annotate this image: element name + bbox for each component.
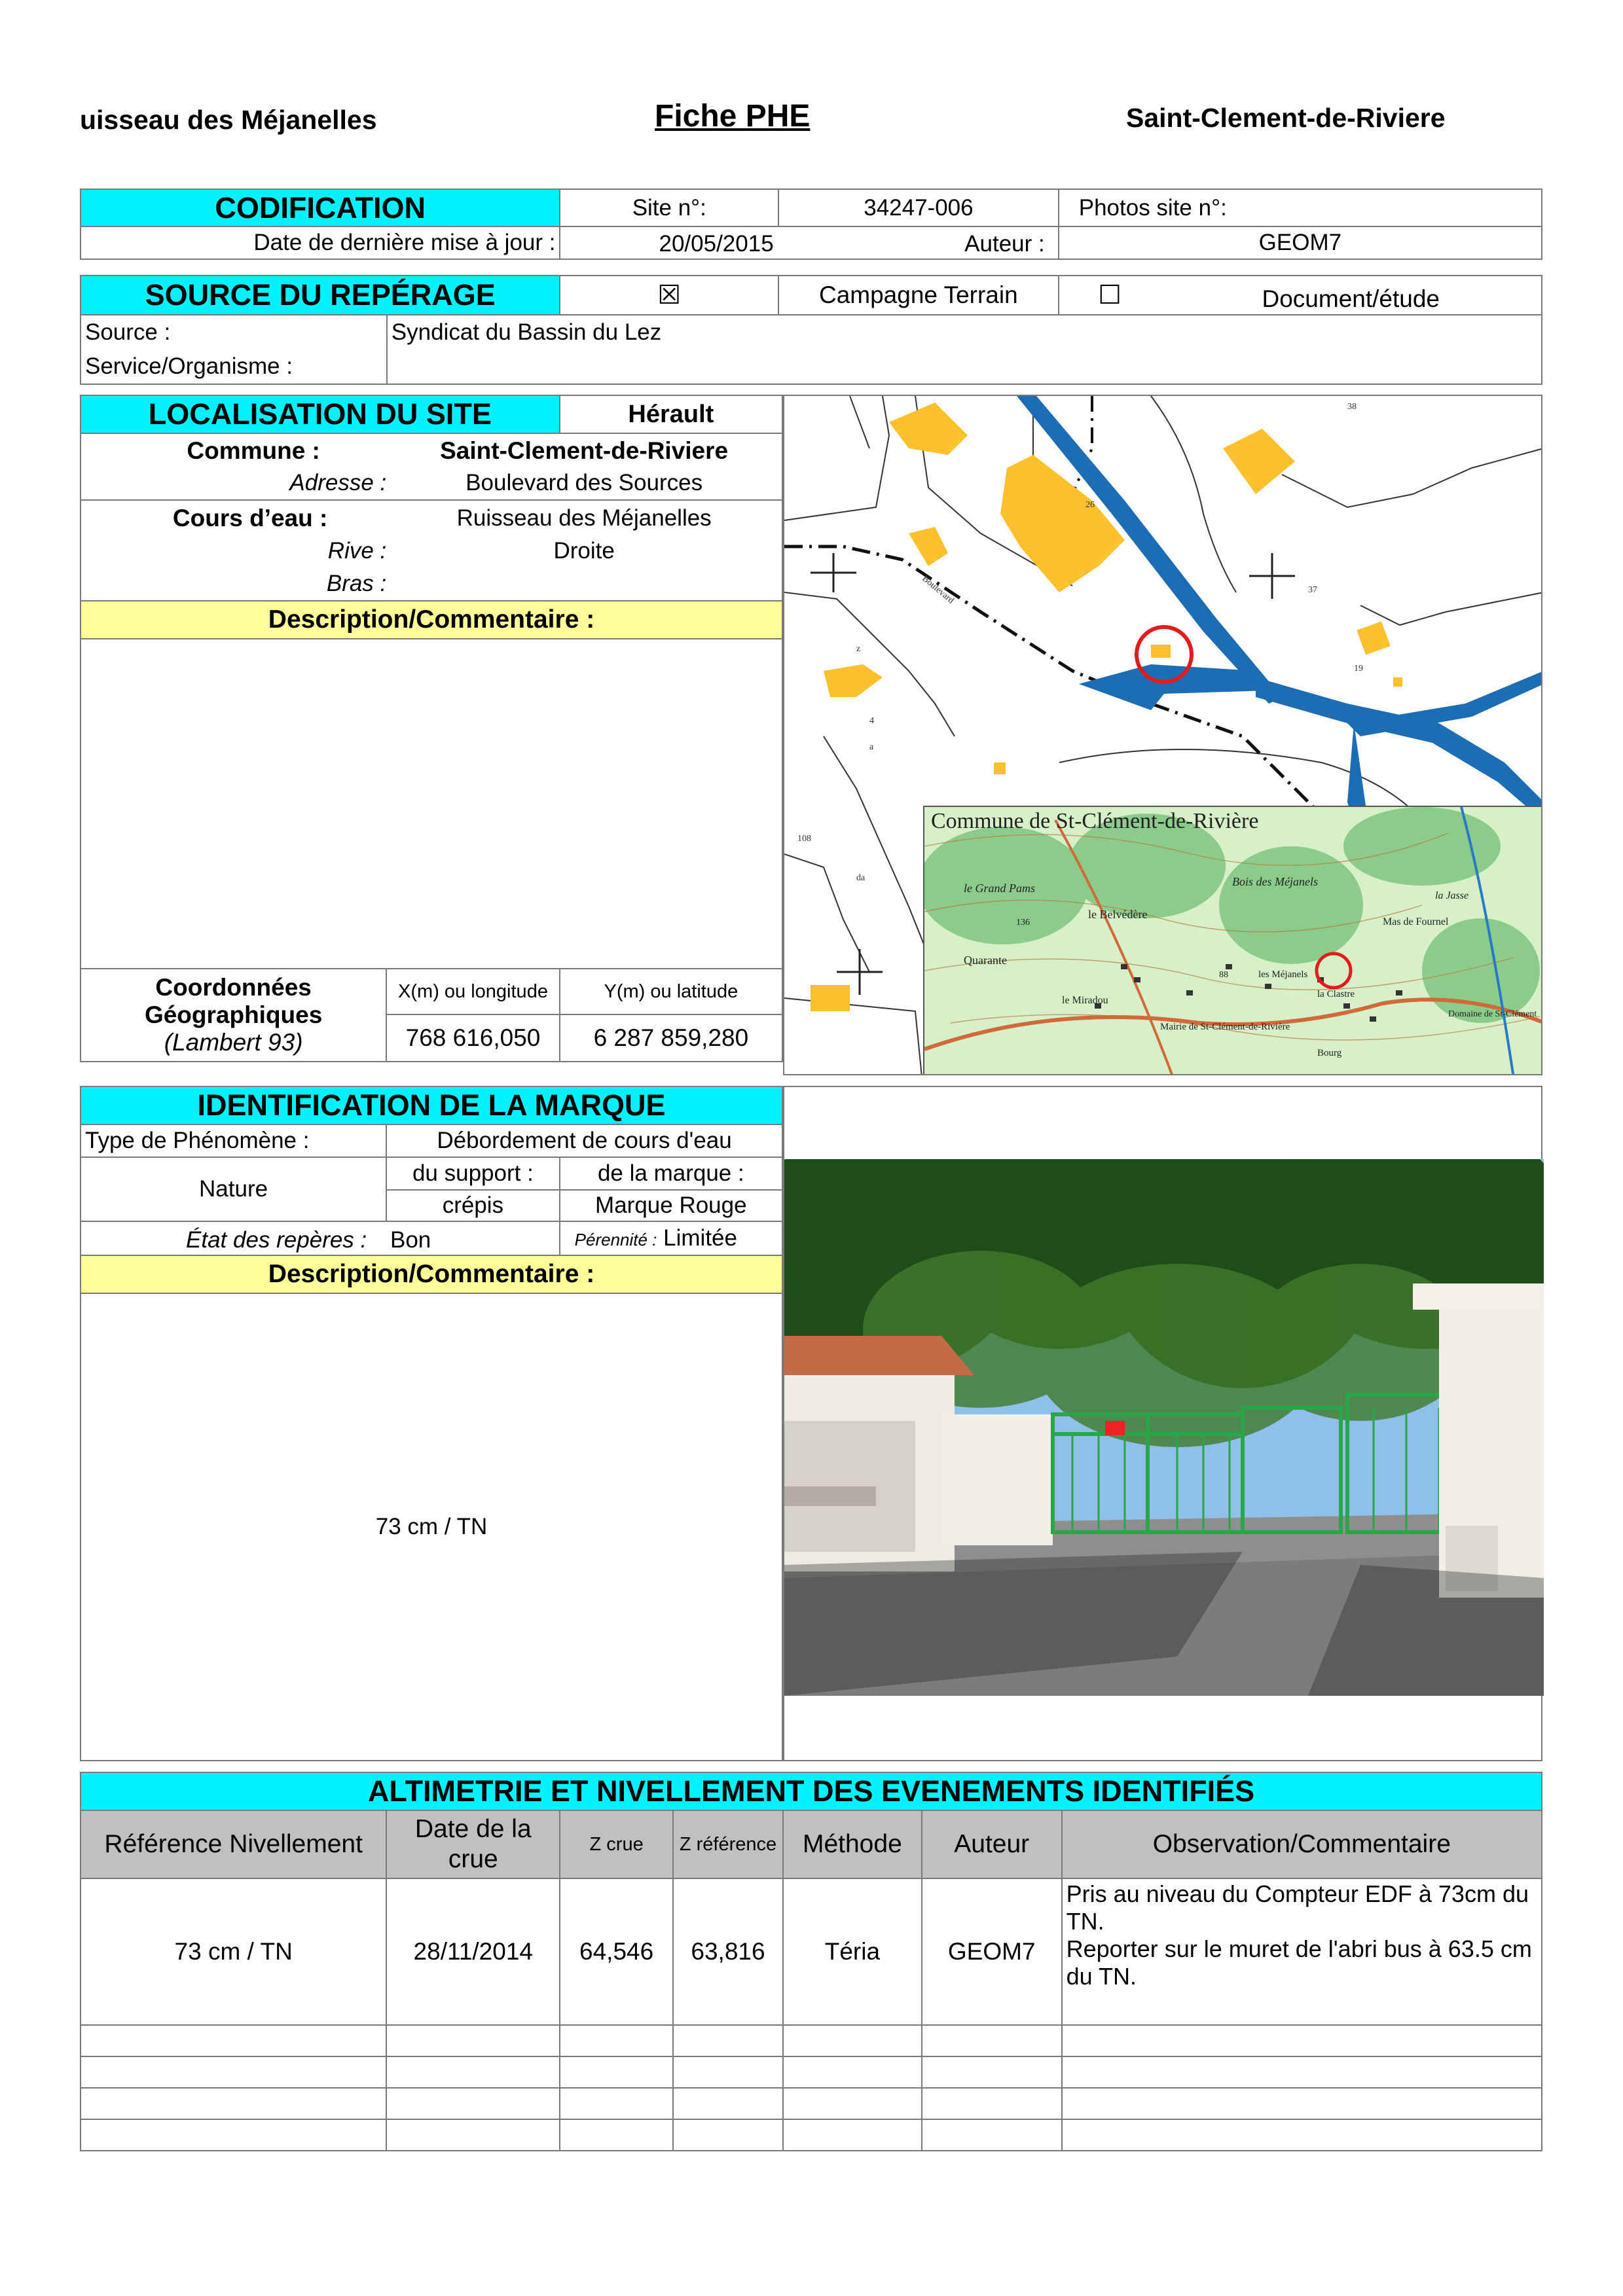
svg-text:37: 37 (1308, 585, 1317, 595)
support-label: du support : (386, 1157, 560, 1190)
date-value: 20/05/2015 (659, 231, 774, 257)
source-table (80, 275, 1542, 385)
departement: Hérault (560, 395, 782, 433)
svg-text:4: 4 (869, 716, 874, 726)
source-value: Syndicat du Bassin du Lez (387, 315, 1542, 384)
site-photo (784, 1159, 1544, 1696)
site-value: 34247-006 (778, 189, 1059, 226)
nature-label: Nature (81, 1157, 386, 1221)
svg-text:a: a (869, 742, 874, 752)
svg-text:108: 108 (797, 834, 811, 844)
cadastral-map (783, 395, 1542, 1075)
source-label: Source : (85, 319, 171, 345)
empty-row (81, 2088, 1542, 2119)
photo-frame (783, 1086, 1542, 1761)
localisation-table (80, 395, 783, 1062)
type-value: Débordement de cours d'eau (386, 1124, 782, 1157)
altimetrie-table (80, 1772, 1542, 2151)
identification-desc-title: Description/Commentaire : (81, 1255, 782, 1293)
svg-text:Mas de Fournel: Mas de Fournel (1383, 916, 1449, 927)
perennite-label: Pérennité : (574, 1230, 657, 1249)
auteur-value: GEOM7 (1059, 226, 1542, 259)
building-1 (889, 403, 968, 455)
row-observation: Pris au niveau du Compteur EDF à 73cm du TN. Reporter sur le muret de l'abri bus à 63.5 cm du TN. (1062, 1878, 1542, 2025)
y-label: Y(m) ou latitude (560, 969, 782, 1015)
svg-text:Mairie de St-Clément-de-Rivièr: Mairie de St-Clément-de-Rivière (1160, 1022, 1290, 1032)
marque-label: de la marque : (560, 1157, 782, 1190)
svg-text:da: da (856, 873, 866, 883)
svg-text:les Méjanels: les Méjanels (1258, 969, 1308, 980)
svg-text:19: 19 (1354, 664, 1363, 673)
svg-text:le Grand Pams: le Grand Pams (964, 882, 1035, 895)
rive-label: Rive : (327, 538, 387, 564)
svg-text:le Miradou: le Miradou (1062, 995, 1108, 1006)
col-auteur: Auteur (922, 1810, 1062, 1878)
bras-label: Bras : (326, 571, 387, 596)
auteur-label: Auteur : (964, 231, 1045, 257)
document-label: Document/étude (1161, 276, 1542, 315)
svg-text:88: 88 (1219, 970, 1228, 980)
svg-text:z: z (856, 644, 861, 654)
site-label: Site n°: (560, 189, 778, 226)
svg-text:la Clastre: la Clastre (1317, 989, 1355, 999)
empty-row (81, 2119, 1542, 2151)
codification-table (80, 188, 1542, 260)
header-river-name: uisseau des Méjanelles (80, 105, 377, 135)
x-label: X(m) ou longitude (387, 969, 558, 1015)
document-checkbox[interactable]: ☐ (1059, 276, 1161, 315)
localisation-desc-title: Description/Commentaire : (81, 601, 782, 639)
perennite-value: Limitée (663, 1225, 737, 1251)
marque-value: Marque Rouge (560, 1190, 782, 1221)
etat-label: État des repères : (186, 1227, 367, 1253)
coord-label-1: Coordonnées (155, 974, 312, 1001)
x-value: 768 616,050 (405, 1024, 541, 1051)
col-z-crue: Z crue (560, 1810, 673, 1878)
cours-label: Cours d’eau : (172, 505, 328, 531)
svg-text:38: 38 (1347, 402, 1357, 412)
row-z-crue: 64,546 (560, 1878, 673, 2025)
inset-topo-map (923, 806, 1542, 1075)
adresse-value: Boulevard des Sources (465, 470, 703, 495)
col-date: Date de la crue (386, 1810, 560, 1878)
row-date: 28/11/2014 (386, 1878, 560, 2025)
svg-text:26: 26 (1085, 500, 1095, 510)
codification-title: CODIFICATION (81, 189, 560, 226)
identification-title: IDENTIFICATION DE LA MARQUE (81, 1086, 782, 1124)
source-title: SOURCE DU REPÉRAGE (81, 276, 560, 315)
photos-label: Photos site n°: (1059, 189, 1542, 226)
row-methode: Téria (783, 1878, 922, 2025)
localisation-title: LOCALISATION DU SITE (81, 395, 560, 433)
svg-text:le Belvédère: le Belvédère (1088, 908, 1148, 921)
empty-row (81, 2056, 1542, 2088)
identification-table (80, 1086, 783, 1761)
localisation-desc-area (81, 639, 782, 969)
campagne-label: Campagne Terrain (778, 276, 1059, 315)
svg-text:Domaine de St-Clément: Domaine de St-Clément (1448, 1009, 1537, 1019)
col-observation: Observation/Commentaire (1062, 1810, 1542, 1878)
type-label: Type de Phénomène : (81, 1124, 386, 1157)
adresse-label: Adresse : (289, 470, 387, 495)
col-z-reference: Z référence (673, 1810, 783, 1878)
coord-label-2: Géographiques (144, 1001, 323, 1028)
date-label: Date de dernière mise à jour : (81, 226, 560, 259)
commune-label: Commune : (187, 437, 320, 464)
cours-value: Ruisseau des Méjanelles (456, 505, 712, 531)
table-row (81, 1878, 1542, 2025)
commune-value: Saint-Clement-de-Riviere (440, 437, 729, 464)
svg-text:Bois des Méjanels: Bois des Méjanels (1232, 875, 1318, 888)
identification-desc-value: 73 cm / TN (81, 1293, 782, 1761)
page-title: Fiche PHE (655, 99, 811, 134)
col-methode: Méthode (783, 1810, 922, 1878)
inset-title: Commune de St-Clément-de-Rivière (931, 809, 1259, 833)
road-label: Boulevard (920, 573, 956, 606)
row-reference: 73 cm / TN (81, 1878, 386, 2025)
campagne-checkbox[interactable]: ☒ (560, 276, 778, 315)
svg-text:Quarante: Quarante (964, 954, 1007, 967)
service-label: Service/Organisme : (85, 353, 293, 379)
altimetrie-title: ALTIMETRIE ET NIVELLEMENT DES EVENEMENTS IDENTIFIÉS (81, 1772, 1542, 1810)
etat-value: Bon (390, 1227, 431, 1253)
header-commune: Saint-Clement-de-Riviere (1126, 103, 1446, 133)
y-value: 6 287 859,280 (593, 1024, 749, 1051)
col-reference: Référence Nivellement (81, 1810, 386, 1878)
row-z-reference: 63,816 (673, 1878, 783, 2025)
shelter-roof (784, 1336, 974, 1375)
empty-row (81, 2025, 1542, 2056)
rive-value: Droite (553, 538, 615, 564)
row-auteur: GEOM7 (922, 1878, 1062, 2025)
coord-label-3: (Lambert 93) (164, 1029, 303, 1056)
svg-text:Bourg: Bourg (1317, 1048, 1342, 1058)
support-value: crépis (386, 1190, 560, 1221)
svg-text:la Jasse: la Jasse (1435, 890, 1469, 901)
svg-text:136: 136 (1016, 918, 1030, 927)
